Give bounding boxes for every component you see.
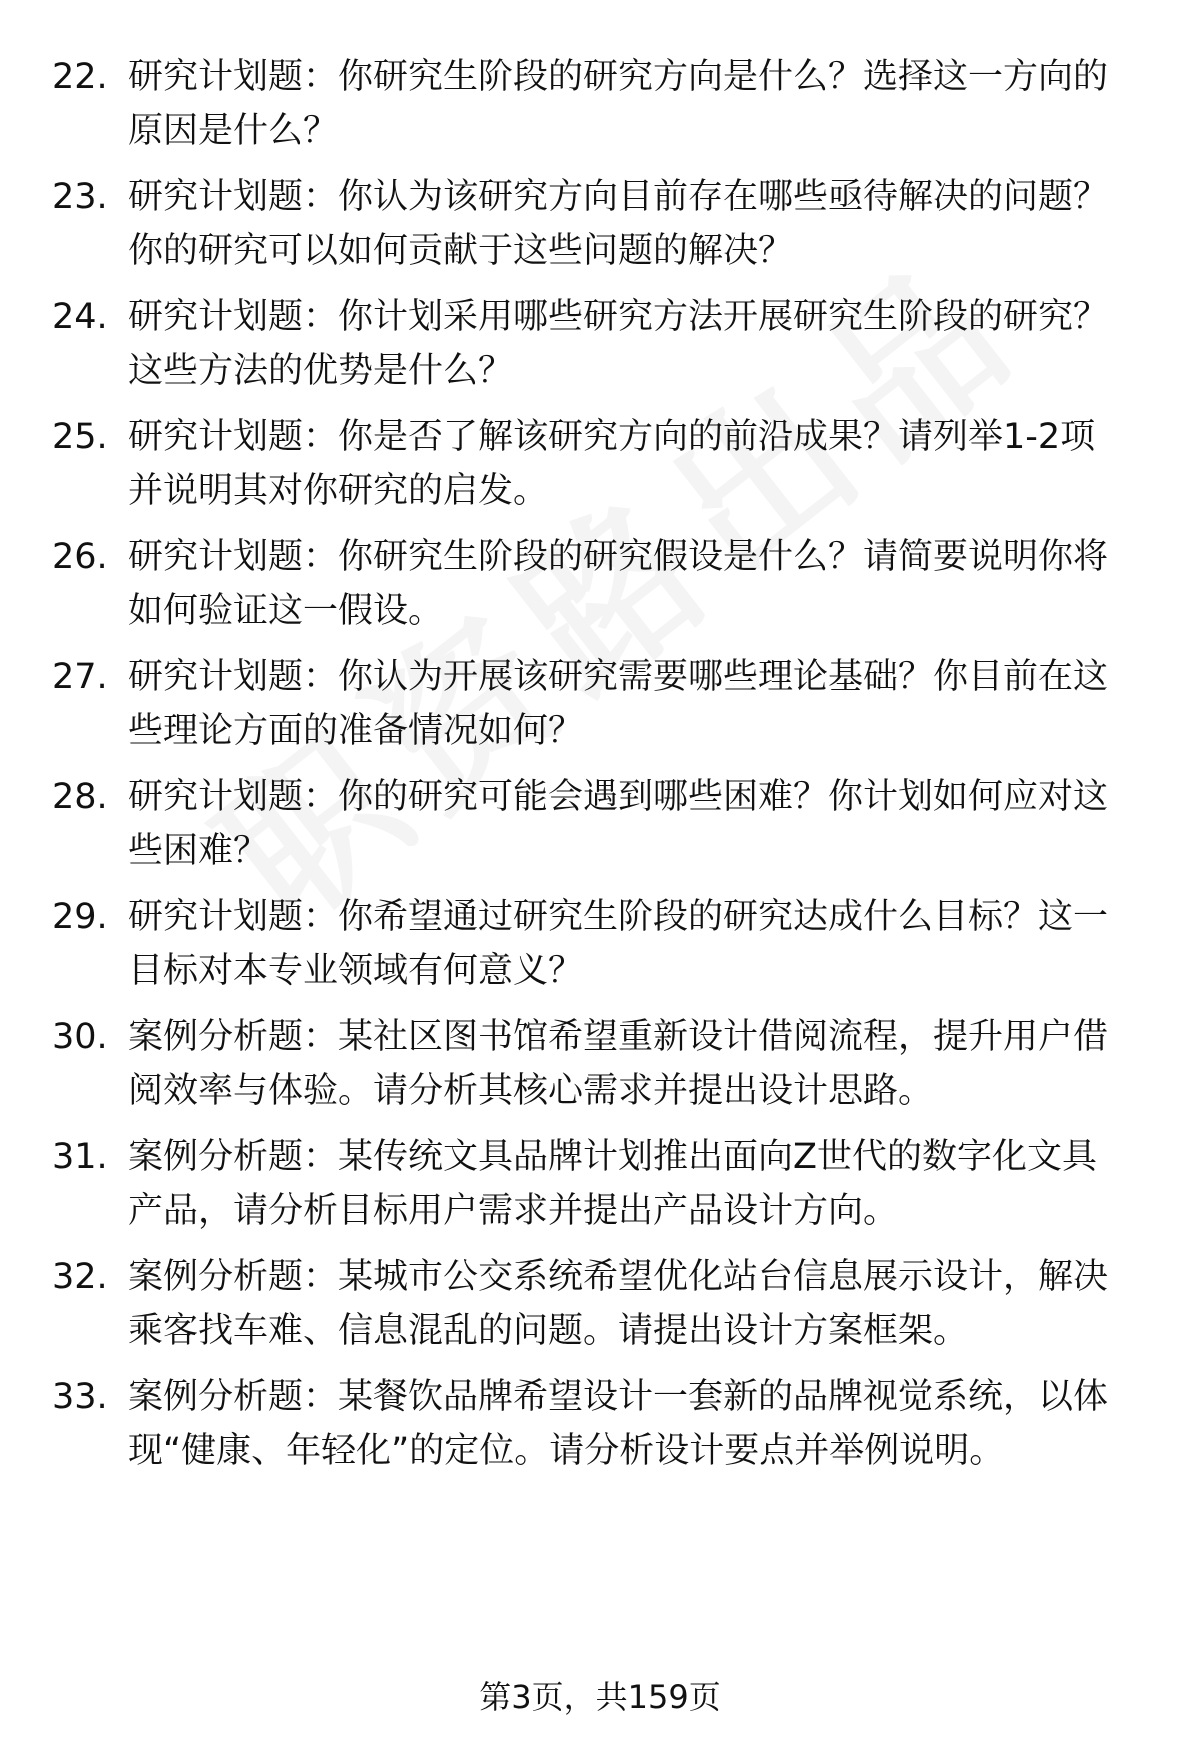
question-line: 目标对本专业领域有何意义？	[128, 951, 584, 991]
question-text	[128, 1010, 1148, 1118]
question-number: 33.	[52, 1377, 108, 1417]
question-line: 原因是什么？	[128, 111, 339, 151]
question-line: 研究计划题：你认为开展该研究需要哪些理论基础？你目前在这	[128, 657, 1109, 697]
question-line: 你的研究可以如何贡献于这些问题的解决？	[128, 231, 794, 271]
question-item	[0, 650, 1200, 760]
page-footer: 第3页，共159页	[479, 1678, 721, 1716]
question-item	[0, 290, 1200, 400]
question-line: 阅效率与体验。请分析其核心需求并提出设计思路。	[128, 1071, 934, 1111]
question-line: 案例分析题：某传统文具品牌计划推出面向Z世代的数字化文具	[128, 1137, 1097, 1177]
question-item	[0, 890, 1200, 1000]
question-number: 25.	[52, 417, 108, 457]
question-number: 30.	[52, 1017, 108, 1057]
question-number: 29.	[52, 897, 108, 937]
question-number: 28.	[52, 777, 108, 817]
question-line: 产品，请分析目标用户需求并提出产品设计方向。	[128, 1191, 899, 1231]
question-text	[128, 1130, 1148, 1238]
question-item	[0, 530, 1200, 640]
question-item	[0, 50, 1200, 160]
question-line: 如何验证这一假设。	[128, 591, 444, 631]
question-line: 研究计划题：你认为该研究方向目前存在哪些亟待解决的问题？	[128, 177, 1109, 217]
question-text	[128, 770, 1148, 878]
question-line: 研究计划题：你计划采用哪些研究方法开展研究生阶段的研究？	[128, 297, 1109, 337]
question-line: 研究计划题：你的研究可能会遇到哪些困难？你计划如何应对这	[128, 777, 1109, 817]
question-item	[0, 1250, 1200, 1360]
question-text	[128, 1370, 1148, 1478]
question-text	[128, 650, 1148, 758]
question-text	[128, 410, 1148, 518]
question-text	[128, 1250, 1148, 1358]
question-line: 现“健康、年轻化”的定位。请分析设计要点并举例说明。	[128, 1431, 1005, 1471]
question-line: 些困难？	[128, 831, 269, 871]
question-item	[0, 410, 1200, 520]
question-number: 27.	[52, 657, 108, 697]
question-line: 些理论方面的准备情况如何？	[128, 711, 584, 751]
question-text	[128, 530, 1148, 638]
question-item	[0, 770, 1200, 880]
question-number: 22.	[52, 57, 108, 97]
question-item	[0, 1010, 1200, 1120]
question-line: 研究计划题：你是否了解该研究方向的前沿成果？请列举1-2项	[128, 417, 1096, 457]
question-text	[128, 50, 1148, 158]
question-number: 26.	[52, 537, 108, 577]
question-item	[0, 170, 1200, 280]
question-number: 32.	[52, 1257, 108, 1297]
question-line: 乘客找车难、信息混乱的问题。请提出设计方案框架。	[128, 1311, 969, 1351]
question-line: 研究计划题：你研究生阶段的研究假设是什么？请简要说明你将	[128, 537, 1109, 577]
question-text	[128, 290, 1148, 398]
question-line: 案例分析题：某社区图书馆希望重新设计借阅流程，提升用户借	[128, 1017, 1109, 1057]
question-item	[0, 1130, 1200, 1240]
question-line: 案例分析题：某餐饮品牌希望设计一套新的品牌视觉系统，以体	[128, 1377, 1109, 1417]
question-item	[0, 1370, 1200, 1480]
question-line: 这些方法的优势是什么？	[128, 351, 514, 391]
question-line: 研究计划题：你希望通过研究生阶段的研究达成什么目标？这一	[128, 897, 1109, 937]
question-text	[128, 170, 1148, 278]
question-number: 23.	[52, 177, 108, 217]
question-line: 案例分析题：某城市公交系统希望优化站台信息展示设计，解决	[128, 1257, 1109, 1297]
question-number: 24.	[52, 297, 108, 337]
question-number: 31.	[52, 1137, 108, 1177]
question-line: 并说明其对你研究的启发。	[128, 471, 549, 511]
question-line: 研究计划题：你研究生阶段的研究方向是什么？选择这一方向的	[128, 57, 1109, 97]
question-text	[128, 890, 1148, 998]
